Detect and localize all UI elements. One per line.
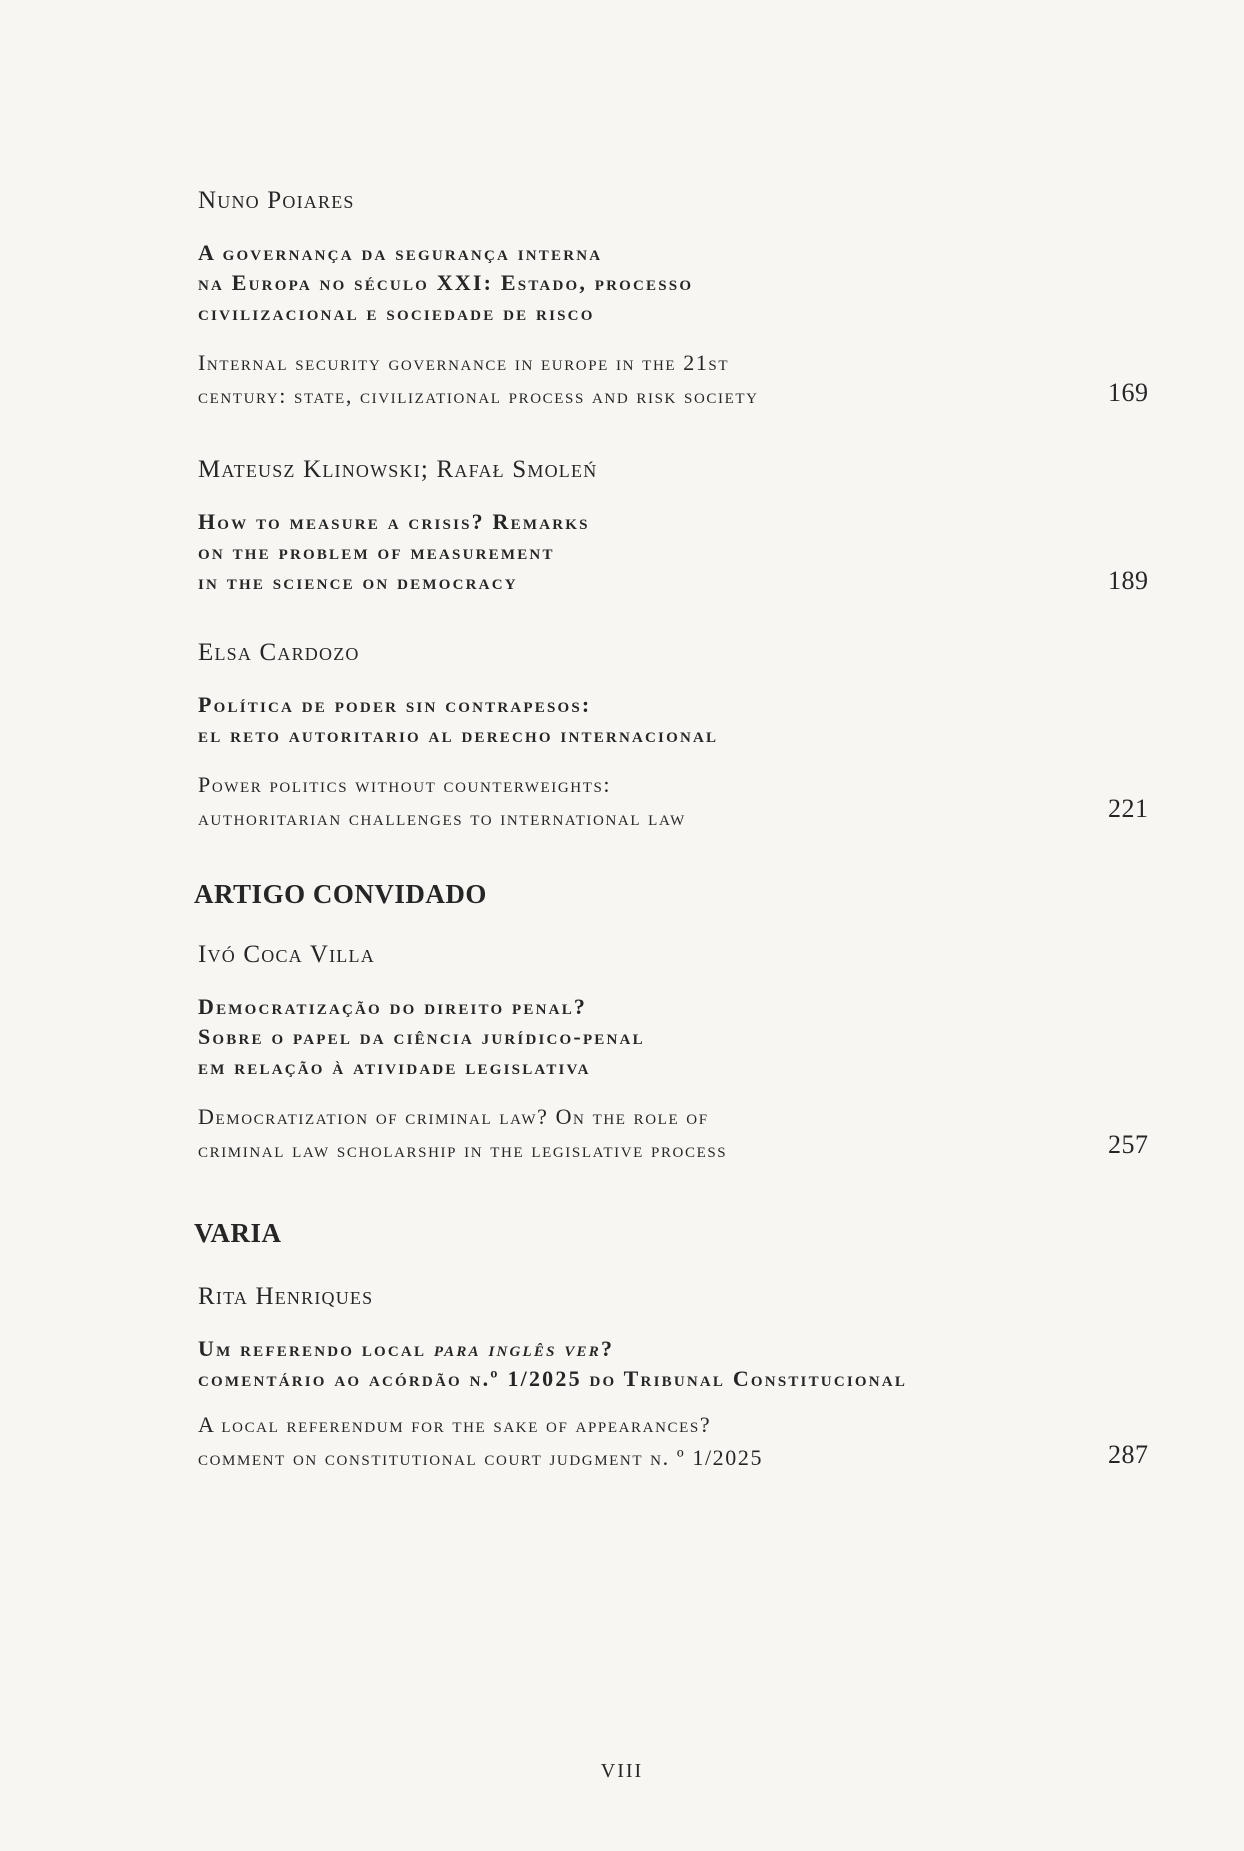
title-line: on the problem of measurement xyxy=(198,539,555,564)
section-heading-varia: VARIA xyxy=(194,1218,282,1248)
title-line: A governança da segurança interna xyxy=(198,240,603,265)
title-line: na Europa no século XXI: Estado, processo xyxy=(198,270,694,295)
title-line: authoritarian challenges to international law xyxy=(198,805,686,830)
title-line: comment on constitutional court judgment n. º 1/2025 xyxy=(198,1445,764,1470)
entry-title-english xyxy=(198,768,1148,834)
title-line: Política de poder sin contrapesos: xyxy=(198,692,592,717)
title-segment: ? xyxy=(600,1336,615,1361)
title-line: el reto autoritario al derecho internacional xyxy=(198,722,719,747)
title-line: civilizacional e sociedade de risco xyxy=(198,300,595,325)
footer-page-number: VIII xyxy=(600,1760,644,1782)
toc-entry xyxy=(198,455,1148,597)
toc-entry xyxy=(198,638,1148,834)
entry-title-original xyxy=(198,1334,1148,1394)
entry-title-original xyxy=(198,992,1148,1082)
title-line: Democratização do direito penal? xyxy=(198,994,588,1019)
entry-title-original xyxy=(198,690,1148,750)
title-line: Democratization of criminal law? On the role of xyxy=(198,1104,709,1129)
section-heading-artigo-convidado: ARTIGO CONVIDADO xyxy=(194,879,487,909)
title-line xyxy=(198,1334,1148,1364)
title-line: A local referendum for the sake of appearances? xyxy=(198,1412,712,1437)
title-line: comentário ao acórdão n.º 1/2025 do Tribunal Constitucional xyxy=(198,1366,908,1391)
entry-title-english xyxy=(198,1100,1148,1166)
entry-author: Nuno Poiares xyxy=(198,187,355,214)
entry-title-english xyxy=(198,1408,1148,1474)
title-segment: Um referendo local xyxy=(198,1336,427,1361)
entry-title-english xyxy=(198,346,1148,412)
entry-title-original xyxy=(198,238,1148,328)
toc-entry xyxy=(198,940,1148,1166)
entry-title-original xyxy=(198,507,1148,597)
entry-author: Ivó Coca Villa xyxy=(198,941,375,968)
entry-author: Mateusz Klinowski; Rafał Smoleń xyxy=(198,456,598,483)
toc-entry xyxy=(198,186,1148,412)
title-line: Sobre o papel da ciência jurídico-penal xyxy=(198,1024,645,1049)
entry-page-number: 287 xyxy=(1108,1440,1149,1469)
title-segment-italic: para inglês ver xyxy=(433,1336,601,1361)
entry-author: Rita Henriques xyxy=(198,1283,374,1310)
title-line: criminal law scholarship in the legislative process xyxy=(198,1137,728,1162)
title-line: Power politics without counterweights: xyxy=(198,772,612,797)
title-line: Internal security governance in europe in the 21st xyxy=(198,350,730,375)
entry-page-number: 169 xyxy=(1108,378,1149,407)
title-line: century: state, civilizational process and risk society xyxy=(198,383,759,408)
toc-entry xyxy=(198,1282,1148,1474)
title-line: em relação à atividade legislativa xyxy=(198,1054,591,1079)
entry-page-number: 221 xyxy=(1108,794,1149,823)
title-line: How to measure a crisis? Remarks xyxy=(198,509,590,534)
entry-author: Elsa Cardozo xyxy=(198,639,360,666)
entry-page-number: 257 xyxy=(1108,1130,1149,1159)
title-line: in the science on democracy xyxy=(198,569,518,594)
entry-page-number: 189 xyxy=(1108,566,1149,595)
